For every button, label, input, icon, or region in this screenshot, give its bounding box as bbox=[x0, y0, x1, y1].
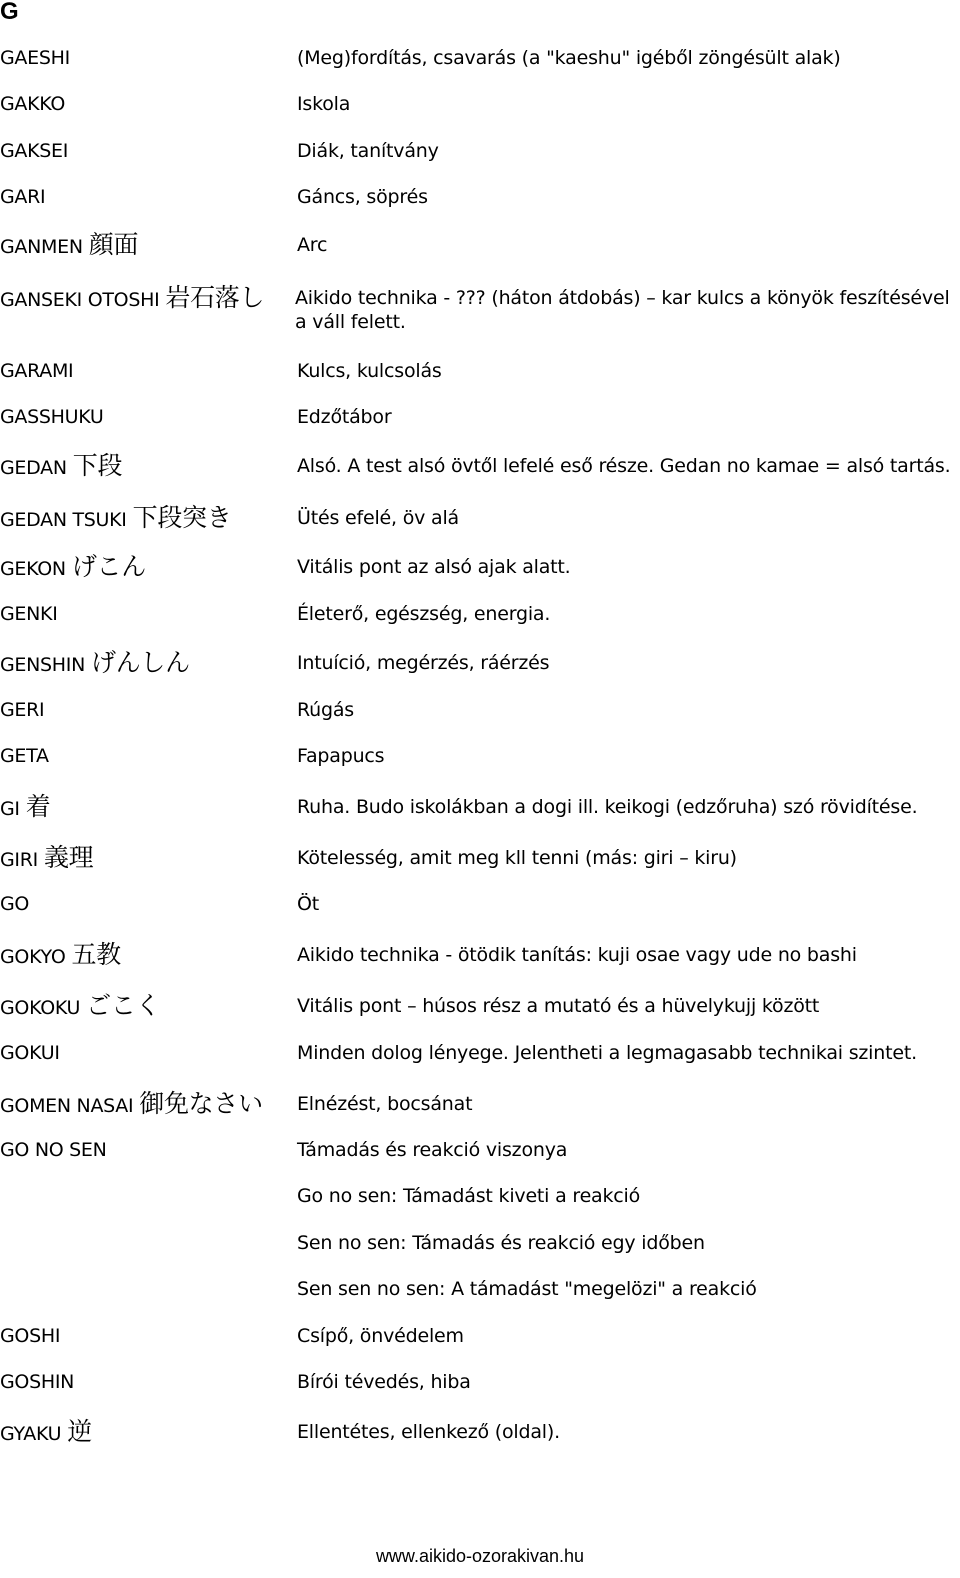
definition: Arc bbox=[297, 234, 328, 256]
term-romaji: GANSEKI OTOSHI bbox=[0, 289, 160, 311]
term-japanese: 下段突き bbox=[132, 503, 232, 532]
term-japanese: 顔面 bbox=[88, 230, 139, 259]
definition: Aikido technika - ötödik tanítás: kuji osae vagy ude no bashi bbox=[297, 944, 857, 966]
term bbox=[0, 602, 58, 626]
term bbox=[0, 139, 68, 163]
term-romaji: GO bbox=[0, 893, 30, 915]
term-romaji: GANMEN bbox=[0, 236, 83, 258]
definition: Vitális pont az alsó ajak alatt. bbox=[297, 556, 571, 578]
term bbox=[0, 892, 29, 916]
term bbox=[0, 92, 65, 116]
term-japanese: 岩石落し bbox=[165, 283, 265, 312]
term-romaji: GIRI bbox=[0, 849, 38, 871]
term bbox=[0, 46, 70, 70]
term-japanese: 義理 bbox=[43, 843, 94, 872]
footer-url: www.aikido-ozorakivan.hu bbox=[375, 1546, 585, 1566]
term-japanese: ごこく bbox=[86, 991, 161, 1020]
term-romaji: GEKON bbox=[0, 558, 66, 580]
term-romaji: GOKOKU bbox=[0, 997, 81, 1019]
term-romaji: GARI bbox=[0, 186, 46, 208]
term-romaji: GOSHIN bbox=[0, 1371, 75, 1393]
definition: Aikido technika - ??? (háton átdobás) – kar kulcs a könyök feszítésével a váll felett. bbox=[295, 287, 950, 333]
term-japanese: げこん bbox=[71, 552, 146, 581]
definition: Fapapucs bbox=[297, 745, 385, 767]
definition: Gáncs, söprés bbox=[297, 186, 428, 208]
term bbox=[0, 991, 161, 1020]
definition: Sen sen no sen: A támadást "megelözi" a reakció bbox=[297, 1278, 757, 1300]
term-romaji: GOMEN NASAI bbox=[0, 1095, 134, 1117]
term-romaji: GI bbox=[0, 798, 20, 820]
term bbox=[0, 843, 94, 872]
definition: Támadás és reakció viszonya bbox=[297, 1139, 568, 1161]
term-japanese: 着 bbox=[25, 792, 51, 821]
term bbox=[0, 451, 123, 480]
definition: Csípő, önvédelem bbox=[297, 1325, 464, 1347]
term-romaji: GEDAN bbox=[0, 457, 67, 479]
term bbox=[0, 698, 44, 722]
term bbox=[0, 1041, 60, 1065]
definition: Intuíció, megérzés, ráérzés bbox=[297, 652, 550, 674]
term-japanese: 逆 bbox=[67, 1417, 92, 1446]
term-romaji: GERI bbox=[0, 699, 45, 721]
term-romaji: GAESHI bbox=[0, 47, 70, 69]
definition: Sen no sen: Támadás és reakció egy időben bbox=[297, 1232, 705, 1254]
term bbox=[0, 283, 265, 312]
term bbox=[0, 503, 232, 532]
definition: Öt bbox=[297, 893, 320, 915]
term bbox=[0, 744, 49, 768]
definition: Diák, tanítvány bbox=[297, 140, 439, 162]
term bbox=[0, 1417, 92, 1446]
definition: Kulcs, kulcsolás bbox=[297, 360, 442, 382]
definition: Bírói tévedés, hiba bbox=[297, 1371, 471, 1393]
term bbox=[0, 552, 146, 581]
term-romaji: GASSHUKU bbox=[0, 406, 104, 428]
term bbox=[0, 792, 51, 821]
term-japanese: 五教 bbox=[71, 940, 121, 969]
definition: Rúgás bbox=[297, 699, 354, 721]
term-romaji: GYAKU bbox=[0, 1423, 62, 1445]
term-romaji: GETA bbox=[0, 745, 49, 767]
term bbox=[0, 1370, 74, 1394]
definition: Iskola bbox=[297, 93, 351, 115]
term-romaji: GAKSEI bbox=[0, 140, 69, 162]
term bbox=[0, 185, 45, 209]
term bbox=[0, 1089, 263, 1118]
term bbox=[0, 940, 121, 969]
term bbox=[0, 1324, 60, 1348]
letter-heading: G bbox=[0, 0, 19, 25]
definition: Edzőtábor bbox=[297, 406, 392, 428]
term-romaji: GENKI bbox=[0, 603, 58, 625]
term bbox=[0, 230, 139, 259]
term-romaji: GOSHI bbox=[0, 1325, 61, 1347]
definition: Kötelesség, amit meg kll tenni (más: giri – kiru) bbox=[297, 847, 737, 869]
term-romaji: GO NO SEN bbox=[0, 1139, 107, 1161]
term-japanese: げんしん bbox=[91, 648, 190, 677]
definition: (Meg)fordítás, csavarás (a "kaeshu" igéből zöngésült alak) bbox=[297, 47, 841, 69]
definition: Elnézést, bocsánat bbox=[297, 1093, 473, 1115]
term-japanese: 御免なさい bbox=[139, 1089, 263, 1118]
term-romaji: GAKKO bbox=[0, 93, 66, 115]
term-romaji: GARAMI bbox=[0, 360, 74, 382]
definition: Ütés efelé, öv alá bbox=[297, 507, 459, 529]
term bbox=[0, 648, 190, 677]
term-romaji: GOKYO bbox=[0, 946, 66, 968]
term-romaji: GOKUI bbox=[0, 1042, 60, 1064]
definition: Ellentétes, ellenkező (oldal). bbox=[297, 1421, 560, 1443]
definition: Go no sen: Támadást kiveti a reakció bbox=[297, 1185, 641, 1207]
term-japanese: 下段 bbox=[72, 451, 123, 480]
term bbox=[0, 405, 104, 429]
definition: Minden dolog lényege. Jelentheti a legmagasabb technikai szintet. bbox=[297, 1042, 917, 1064]
term-romaji: GENSHIN bbox=[0, 654, 86, 676]
definition: Vitális pont – húsos rész a mutató és a hüvelykujj között bbox=[297, 995, 820, 1017]
term-romaji: GEDAN TSUKI bbox=[0, 509, 127, 531]
definition: Alsó. A test alsó övtől lefelé eső része. Gedan no kamae = alsó tartás. bbox=[297, 455, 951, 477]
definition: Életerő, egészség, energia. bbox=[297, 603, 551, 625]
term bbox=[0, 359, 73, 383]
definition: Ruha. Budo iskolákban a dogi ill. keikogi (edzőruha) szó rövidítése. bbox=[297, 796, 918, 818]
term bbox=[0, 1138, 107, 1162]
